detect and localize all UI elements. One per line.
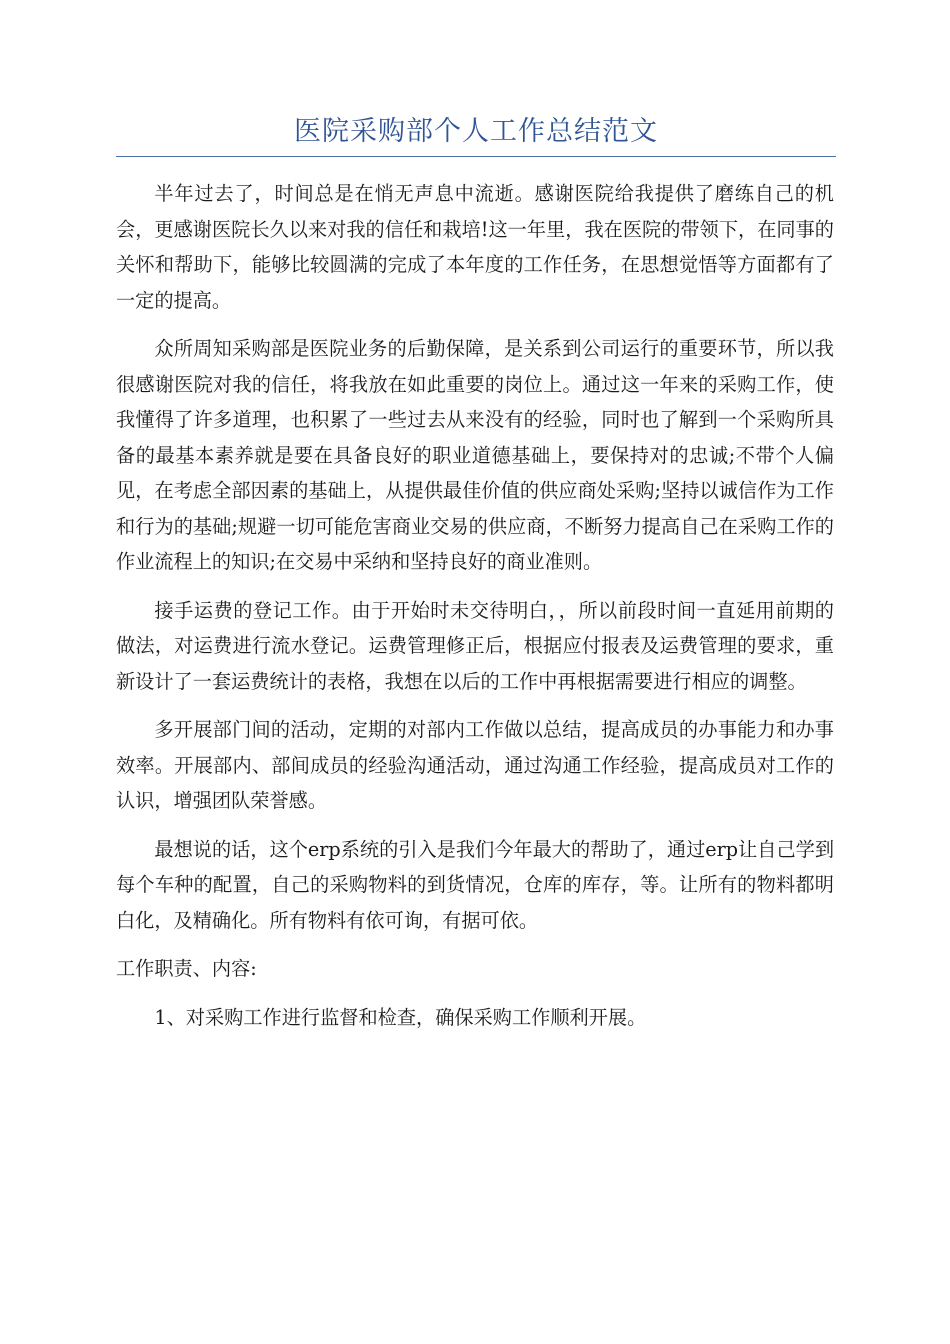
document-body [116,176,834,1048]
list-item: 1、对采购工作进行监督和检查，确保采购工作顺利开展。 [154,1005,647,1029]
section-heading: 工作职责、内容: [116,957,257,980]
paragraph: 最想说的话，这个erp系统的引入是我们今年最大的帮助了，通过erp让自己学到每个车种的配置，自己的采购物料的到货情况，仓库的库存，等。让所有的物料都明白化，及精确化。所有物料有依可询，有据可依。 [116,837,835,932]
paragraph: 众所周知采购部是医院业务的后勤保障，是关系到公司运行的重要环节，所以我很感谢医院对我的信任，将我放在如此重要的岗位上。通过这一年来的采购工作，使我懂得了许多道理，也积累了一些过去从来没有的经验，同时也了解到一个采购所具备的最基本素养就是要在具备良好的职业道德基础上，要保持对的忠诚;不带个人偏见，在考虑全部因素的基础上，从提供最佳价值的供应商处采购;坚持以诚信作为工作和行为的基础;规避一切可能危害商业交易的供应商，不断努力提高自己在采购工作的作业流程上的知识;在交易中采纳和坚持良好的商业准则。 [116,337,834,573]
title-block [116,112,836,157]
paragraph: 半年过去了，时间总是在悄无声息中流逝。感谢医院给我提供了磨练自己的机会，更感谢医院长久以来对我的信任和栽培!这一年里，我在医院的带领下，在同事的关怀和帮助下，能够比较圆满的完成了本年度的工作任务，在思想觉悟等方面都有了一定的提高。 [116,182,834,312]
paragraph: 接手运费的登记工作。由于开始时未交待明白，，所以前段时间一直延用前期的做法，对运费进行流水登记。运费管理修正后，根据应付报表及运费管理的要求，重新设计了一套运费统计的表格，我想在以后的工作中再根据需要进行相应的调整。 [116,598,834,693]
paragraph: 多开展部门间的活动，定期的对部内工作做以总结，提高成员的办事能力和办事效率。开展部内、部间成员的经验沟通活动，通过沟通工作经验，提高成员对工作的认识，增强团队荣誉感。 [116,718,834,812]
document-title: 医院采购部个人工作总结范文 [294,116,658,147]
